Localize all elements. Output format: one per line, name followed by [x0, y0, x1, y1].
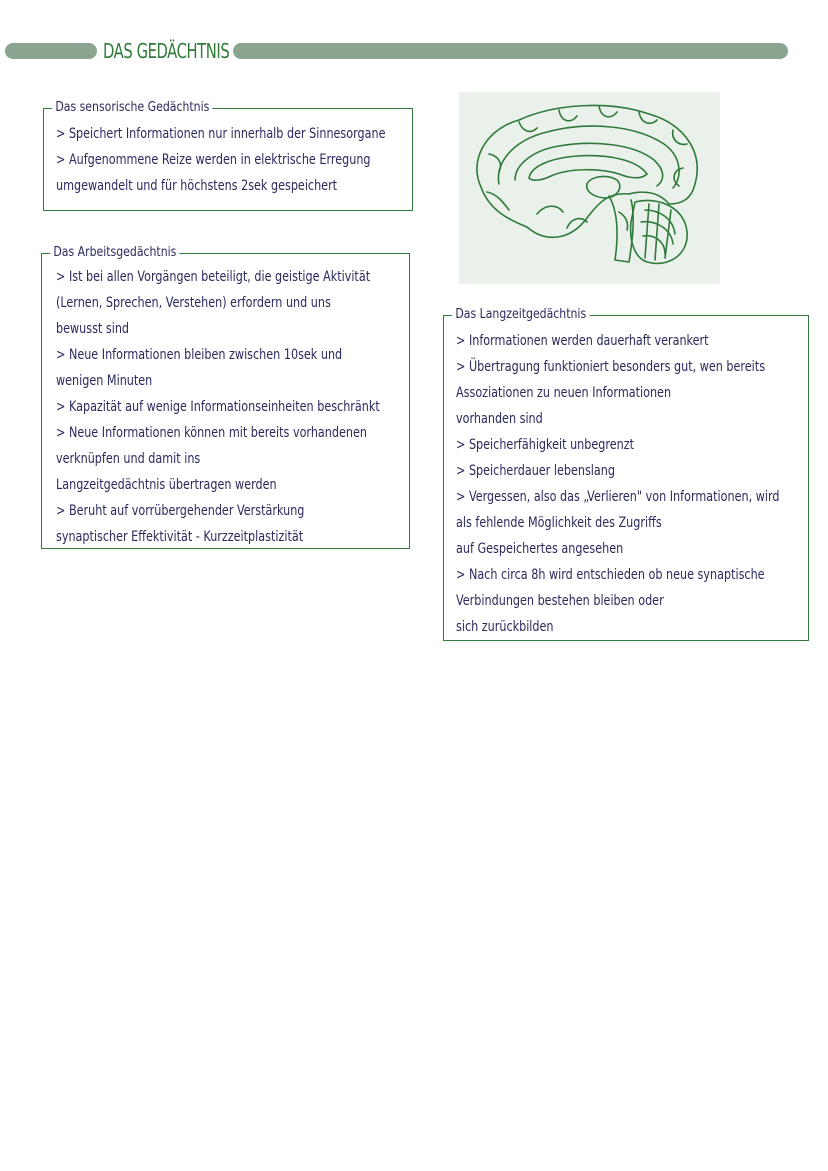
sensory-memory-heading: Das sensorische Gedächtnis	[52, 100, 213, 116]
text-line: > Speicherfähigkeit unbegrenzt	[456, 437, 635, 453]
text-line: > Beruht auf vorrübergehender Verstärkung	[56, 503, 305, 519]
sensory-memory-box	[43, 100, 413, 211]
text-line: bewusst sind	[56, 321, 130, 337]
text-line: Langzeitgedächtnis übertragen werden	[56, 477, 277, 493]
text-line: vorhanden sind	[456, 411, 543, 427]
text-line: verknüpfen und damit ins	[56, 451, 201, 467]
text-line: > Speicherdauer lebenslang	[456, 463, 615, 479]
text-line: Assoziationen zu neuen Informationen	[456, 385, 672, 401]
text-line: synaptischer Effektivität - Kurzzeitplastizität	[56, 529, 304, 545]
title-bar-left-stroke	[5, 43, 97, 59]
long-term-memory-box	[443, 307, 809, 641]
brain-icon	[459, 92, 720, 284]
text-line: Verbindungen bestehen bleiben oder	[456, 593, 664, 609]
sensory-memory-lines	[56, 121, 468, 199]
brain-illustration	[459, 92, 720, 284]
text-line: > Kapazität auf wenige Informationseinheiten beschränkt	[56, 399, 380, 415]
text-line: > Neue Informationen bleiben zwischen 10sek und	[56, 347, 343, 363]
long-term-memory-lines	[456, 328, 828, 640]
text-line: > Ist bei allen Vorgängen beteiligt, die geistige Aktivität	[56, 269, 371, 285]
text-line: > Nach circa 8h wird entschieden ob neue synaptische	[456, 567, 765, 583]
text-line: > Aufgenommene Reize werden in elektrische Erregung	[56, 152, 371, 168]
text-line: > Neue Informationen können mit bereits vorhandenen	[56, 425, 367, 441]
title-bar-right-stroke	[233, 43, 788, 59]
text-line: (Lernen, Sprechen, Verstehen) erfordern und uns	[56, 295, 331, 311]
text-line: auf Gespeichertes angesehen	[456, 541, 624, 557]
page-title: DAS GEDÄCHTNIS	[103, 39, 230, 63]
text-line: > Übertragung funktioniert besonders gut, wen bereits	[456, 359, 766, 375]
text-line: wenigen Minuten	[56, 373, 153, 389]
title-bar	[5, 40, 785, 62]
text-line: als fehlende Möglichkeit des Zugriffs	[456, 515, 662, 531]
text-line: umgewandelt und für höchstens 2sek gespeichert	[56, 178, 338, 194]
text-line: > Speichert Informationen nur innerhalb der Sinnesorgane	[56, 126, 386, 142]
working-memory-heading: Das Arbeitsgedächtnis	[50, 245, 180, 261]
text-line: sich zurückbilden	[456, 619, 554, 635]
long-term-memory-heading: Das Langzeitgedächtnis	[452, 307, 590, 323]
working-memory-box	[41, 245, 410, 549]
working-memory-lines	[56, 264, 461, 550]
text-line: > Informationen werden dauerhaft verankert	[456, 333, 709, 349]
text-line: > Vergessen, also das „Verlieren" von Informationen, wird	[456, 489, 780, 505]
